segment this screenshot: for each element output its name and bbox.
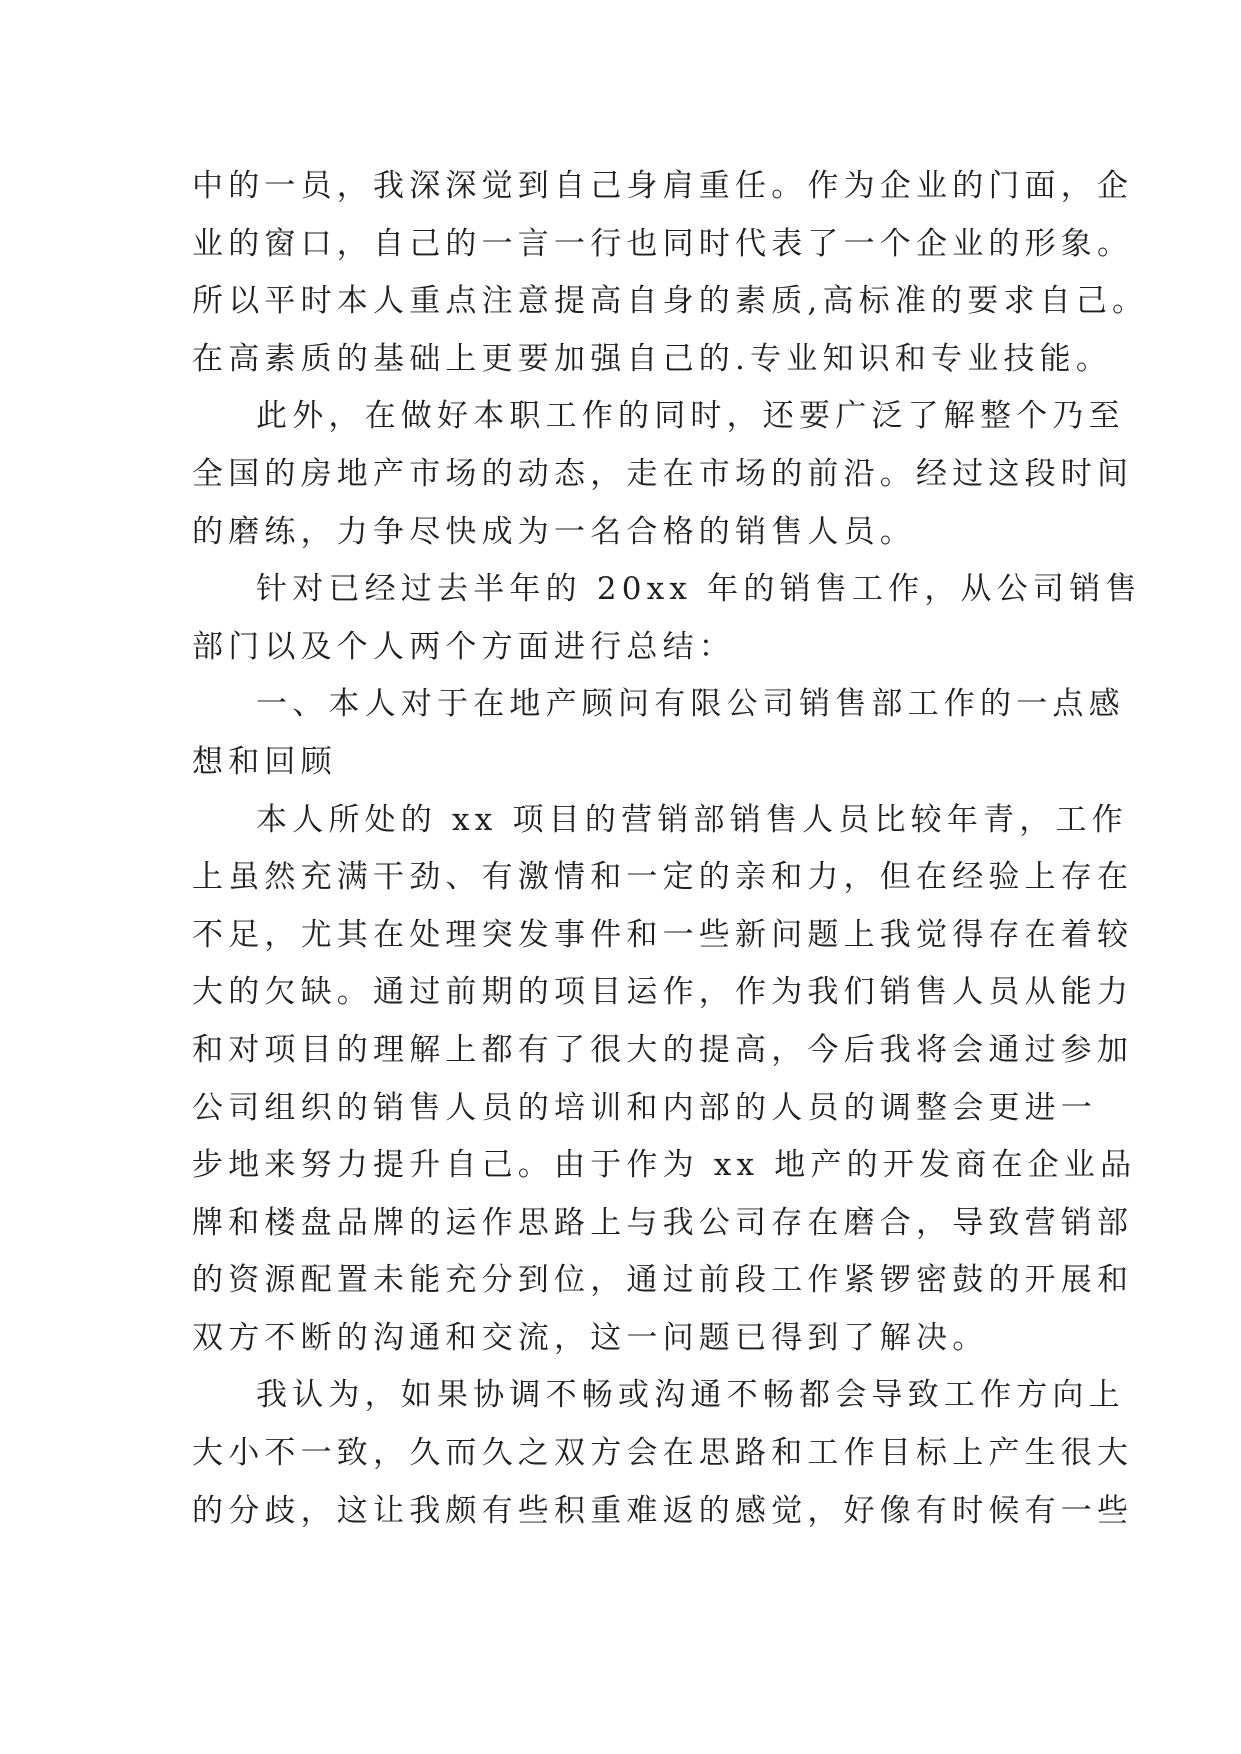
text-line: 上虽然充满干劲、有激情和一定的亲和力，但在经验上存在 bbox=[192, 859, 1134, 896]
paragraph-first-line: 一、本人对于在地产顾问有限公司销售部工作的一点感 bbox=[256, 686, 1125, 723]
text-line: 中的一员，我深深觉到自己身肩重任。作为企业的门面，企 bbox=[192, 168, 1134, 204]
text-line: 在高素质的基础上更要加强自己的.专业知识和专业技能。 bbox=[192, 340, 1113, 377]
text-line: 和对项目的理解上都有了很大的提高，今后我将会通过参加 bbox=[192, 1031, 1134, 1068]
text-line: 大的欠缺。通过前期的项目运作，作为我们销售人员从能力 bbox=[192, 974, 1134, 1011]
text-line: 公司组织的销售人员的培训和内部的人员的调整会更进一 bbox=[192, 1089, 1097, 1126]
text-line: 部门以及个人两个方面进行总结： bbox=[192, 628, 735, 665]
text-line: 的资源配置未能充分到位，通过前段工作紧锣密鼓的开展和 bbox=[192, 1262, 1134, 1299]
text-line: 步地来努力提升自己。由于作为 xx 地产的开发商在企业品 bbox=[192, 1147, 1137, 1184]
text-line: 想和回顾 bbox=[192, 743, 337, 780]
text-line: 的分歧，这让我颇有些积重难返的感觉，好像有时候有一些 bbox=[192, 1492, 1134, 1529]
text-line: 牌和楼盘品牌的运作思路上与我公司存在磨合，导致营销部 bbox=[192, 1204, 1134, 1241]
text-line: 不足，尤其在处理突发事件和一些新问题上我觉得存在着较 bbox=[192, 916, 1134, 953]
text-line: 的磨练，力争尽快成为一名合格的销售人员。 bbox=[192, 513, 916, 550]
paragraph-first-line: 针对已经过去半年的 20xx 年的销售工作，从公司销售 bbox=[256, 571, 1142, 608]
document-body bbox=[192, 158, 1149, 1540]
text-line: 大小不一致，久而久之双方会在思路和工作目标上产生很大 bbox=[192, 1435, 1134, 1472]
text-line: 双方不断的沟通和交流，这一问题已得到了解决。 bbox=[192, 1319, 989, 1356]
paragraph-first-line: 本人所处的 xx 项目的营销部销售人员比较年青，工作 bbox=[256, 801, 1128, 838]
text-line: 业的窗口，自己的一言一行也同时代表了一个企业的形象。 bbox=[192, 225, 1134, 262]
paragraph-first-line: 此外，在做好本职工作的同时，还要广泛了解整个乃至 bbox=[256, 398, 1125, 435]
text-line: 所以平时本人重点注意提高自身的素质,高标准的要求自己。 bbox=[192, 283, 1149, 320]
paragraph-first-line: 我认为，如果协调不畅或沟通不畅都会导致工作方向上 bbox=[256, 1377, 1125, 1414]
text-line: 全国的房地产市场的动态，走在市场的前沿。经过这段时间 bbox=[192, 455, 1134, 492]
